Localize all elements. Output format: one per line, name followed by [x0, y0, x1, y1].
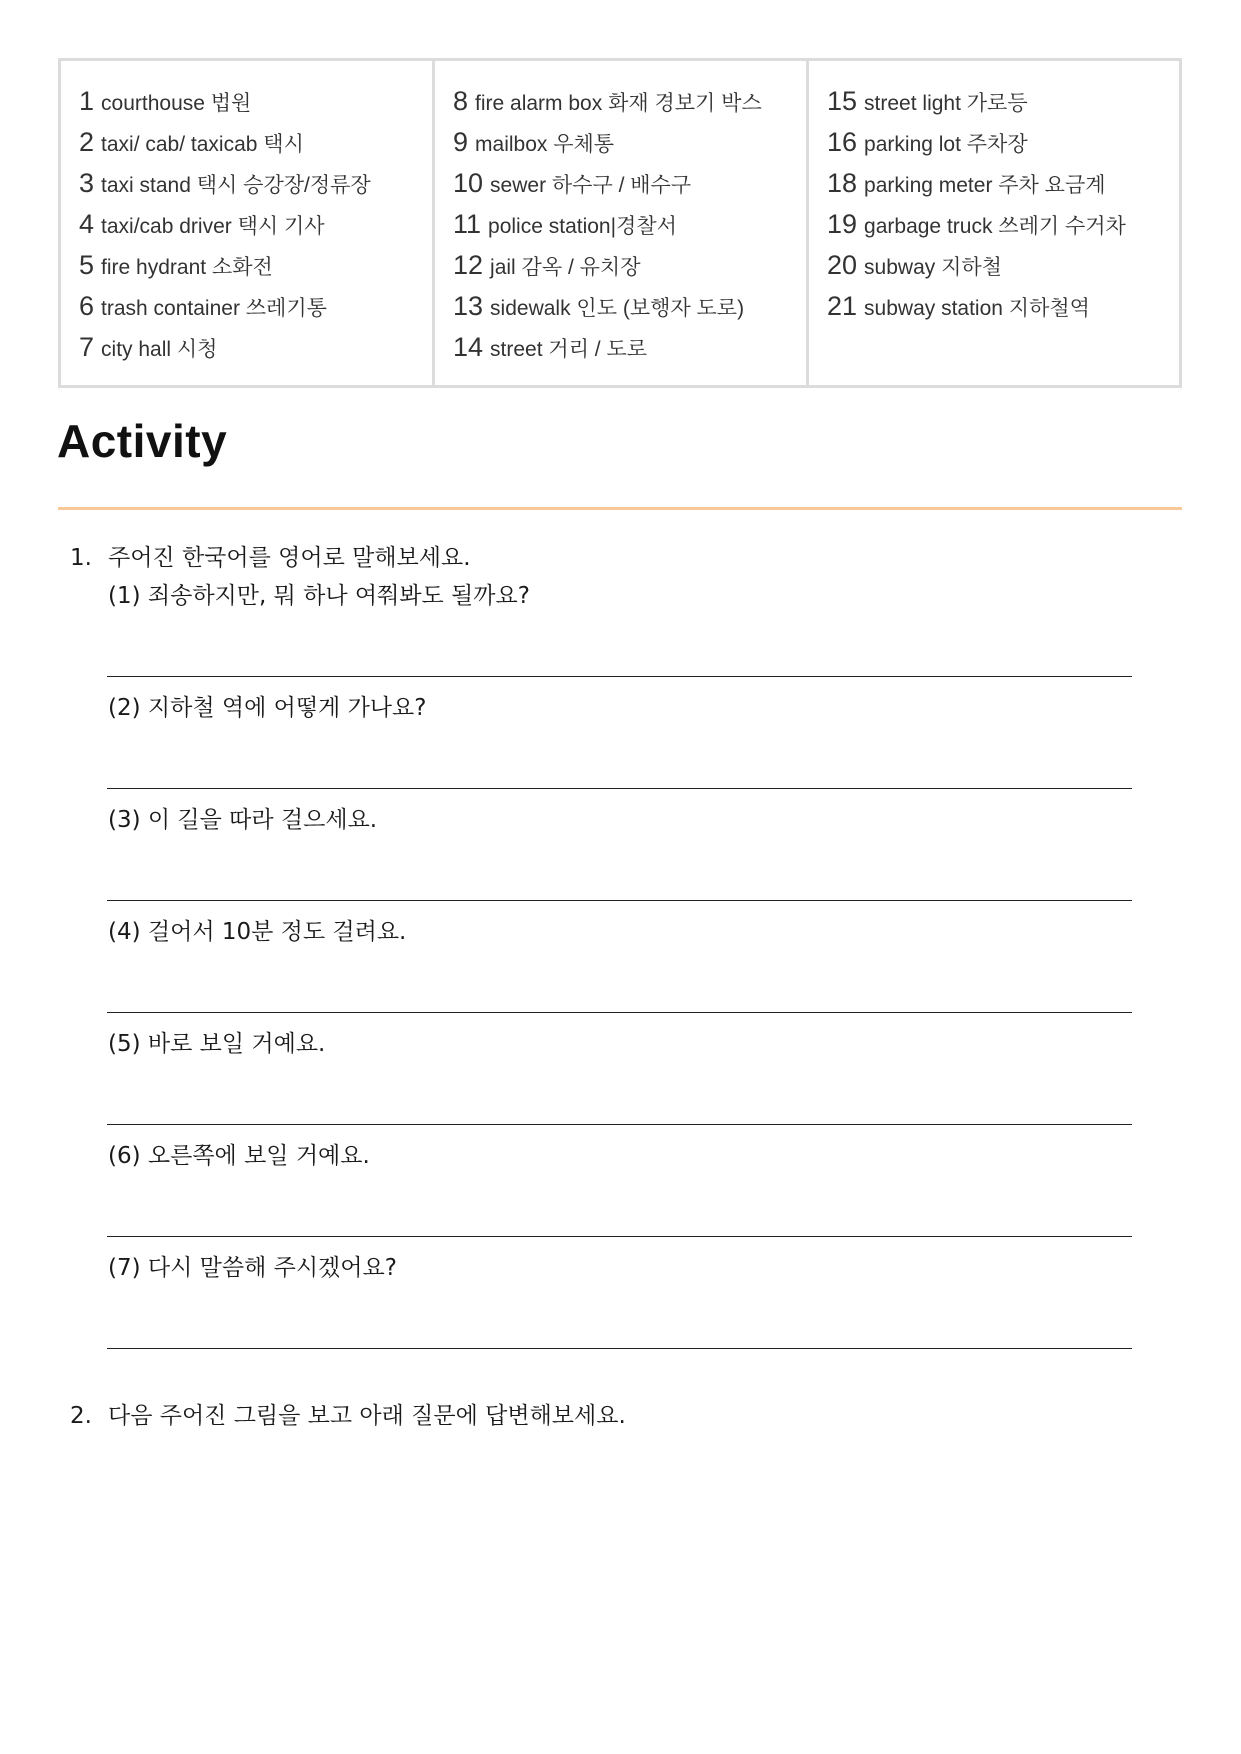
vocab-number: 18	[827, 168, 858, 198]
vocab-number: 19	[827, 209, 858, 239]
vocab-text: parking meter 주차 요금계	[864, 174, 1106, 197]
vocab-item	[79, 247, 432, 288]
vocab-text: city hall 시청	[101, 338, 218, 361]
vocab-number: 2	[79, 127, 95, 157]
subquestion-7: (7) 다시 말씀해 주시겠어요?	[108, 1255, 397, 1281]
subquestion-1: (1) 죄송하지만, 뭐 하나 여쭤봐도 될까요?	[108, 583, 530, 609]
vocab-column-3	[809, 61, 1179, 385]
question-number: 1.	[70, 545, 92, 571]
vocab-column-2	[435, 61, 809, 385]
subquestion-2: (2) 지하철 역에 어떻게 가나요?	[108, 695, 427, 721]
vocab-text: mailbox 우체통	[475, 133, 615, 156]
vocab-item	[453, 165, 806, 206]
vocab-text: fire hydrant 소화전	[101, 256, 273, 279]
answer-line-4[interactable]	[107, 1012, 1132, 1013]
vocab-number: 1	[79, 86, 95, 116]
vocab-item	[827, 288, 1179, 329]
activity-title: Activity	[57, 415, 228, 467]
answer-line-7[interactable]	[107, 1348, 1132, 1349]
vocab-number: 13	[453, 291, 484, 321]
vocab-item	[79, 165, 432, 206]
question-text: 다음 주어진 그림을 보고 아래 질문에 답변해보세요.	[108, 1403, 626, 1429]
subquestion-3: (3) 이 길을 따라 걸으세요.	[108, 807, 378, 833]
vocab-text: taxi stand 택시 승강장/정류장	[101, 174, 371, 197]
vocab-number: 3	[79, 168, 95, 198]
title-divider	[58, 507, 1182, 510]
vocab-text: garbage truck 쓰레기 수거차	[864, 215, 1126, 238]
vocab-item	[453, 124, 806, 165]
vocab-number: 8	[453, 86, 469, 116]
vocab-text: subway station 지하철역	[864, 297, 1090, 320]
vocab-item	[79, 288, 432, 329]
vocab-item	[453, 288, 806, 329]
vocab-number: 9	[453, 127, 469, 157]
vocab-item	[453, 329, 806, 370]
vocab-text: fire alarm box 화재 경보기 박스	[475, 92, 762, 115]
question-text: 주어진 한국어를 영어로 말해보세요.	[108, 545, 471, 571]
vocab-text: jail 감옥 / 유치장	[490, 256, 641, 279]
vocab-column-1	[61, 61, 435, 385]
vocab-number: 20	[827, 250, 858, 280]
vocab-number: 5	[79, 250, 95, 280]
vocab-text: sewer 하수구 / 배수구	[490, 174, 692, 197]
vocab-text: sidewalk 인도 (보행자 도로)	[490, 297, 745, 320]
vocab-item	[79, 83, 432, 124]
vocab-item	[453, 247, 806, 288]
vocab-number: 4	[79, 209, 95, 239]
vocab-item	[827, 165, 1179, 206]
vocab-number: 15	[827, 86, 858, 116]
vocab-text: parking lot 주차장	[864, 133, 1028, 156]
vocab-item	[827, 124, 1179, 165]
vocab-text: street 거리 / 도로	[490, 338, 648, 361]
vocab-text: subway 지하철	[864, 256, 1002, 279]
vocab-item	[79, 206, 432, 247]
subquestion-6: (6) 오른쪽에 보일 거예요.	[108, 1143, 370, 1169]
question-2-prompt	[70, 1397, 626, 1430]
vocab-number: 11	[453, 209, 482, 239]
vocab-text: taxi/cab driver 택시 기사	[101, 215, 325, 238]
vocab-number: 16	[827, 127, 858, 157]
question-number: 2.	[70, 1403, 92, 1429]
vocab-text: taxi/ cab/ taxicab 택시	[101, 133, 304, 156]
vocab-item	[79, 124, 432, 165]
vocab-text: courthouse 법원	[101, 92, 252, 115]
answer-line-5[interactable]	[107, 1124, 1132, 1125]
vocab-number: 10	[453, 168, 484, 198]
vocab-text: police station|경찰서	[488, 215, 677, 238]
vocab-number: 14	[453, 332, 484, 362]
vocab-text: trash container 쓰레기통	[101, 297, 327, 320]
vocab-text: street light 가로등	[864, 92, 1028, 115]
vocabulary-table	[58, 58, 1182, 388]
vocab-number: 7	[79, 332, 95, 362]
answer-line-1[interactable]	[107, 676, 1132, 677]
subquestion-4: (4) 걸어서 10분 정도 걸려요.	[108, 919, 407, 945]
vocab-item	[453, 206, 806, 247]
answer-line-3[interactable]	[107, 900, 1132, 901]
vocab-item	[453, 83, 806, 124]
vocab-number: 21	[827, 291, 858, 321]
answer-line-6[interactable]	[107, 1236, 1132, 1237]
vocab-item	[827, 206, 1179, 247]
subquestion-5: (5) 바로 보일 거예요.	[108, 1031, 326, 1057]
vocab-number: 12	[453, 250, 484, 280]
vocab-item	[79, 329, 432, 370]
answer-line-2[interactable]	[107, 788, 1132, 789]
vocab-number: 6	[79, 291, 95, 321]
vocab-item	[827, 247, 1179, 288]
vocab-item	[827, 83, 1179, 124]
question-1-prompt	[70, 539, 471, 572]
